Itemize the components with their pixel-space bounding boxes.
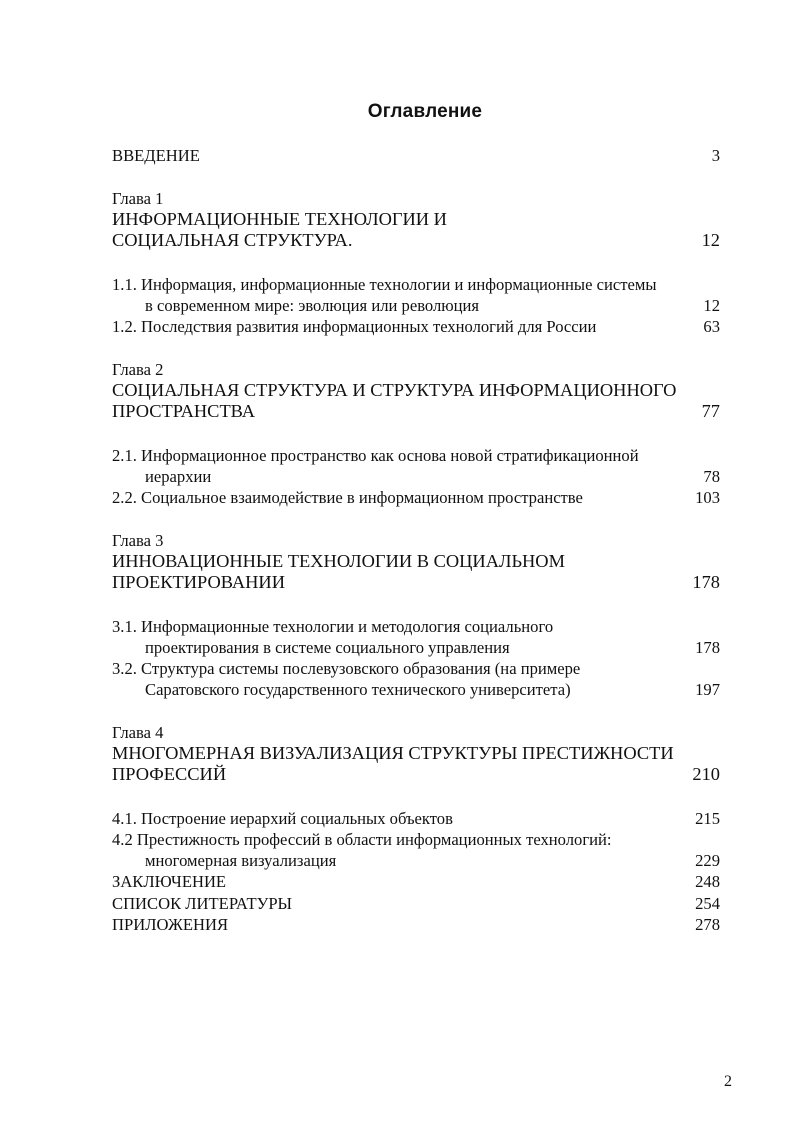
- toc-entry-text: Глава 2: [112, 360, 164, 379]
- toc-entry-text: 2.1. Информационное пространство как основа новой стратификационной: [112, 446, 639, 465]
- toc-entry-text: 3.1. Информационные технологии и методология социального: [112, 617, 554, 636]
- toc-entry-page: 77: [701, 401, 720, 421]
- toc-entry-text: СОЦИАЛЬНАЯ СТРУКТУРА И СТРУКТУРА ИНФОРМАЦИОННОГО: [112, 380, 677, 400]
- toc-entry-page: 12: [701, 230, 720, 250]
- toc-entry-text: СПИСОК ЛИТЕРАТУРЫ: [112, 894, 293, 913]
- toc-entry-text: 3.2. Структура системы послевузовского образования (на примере: [112, 659, 581, 678]
- toc-entry-page: 197: [695, 680, 720, 699]
- toc-entry-text: 1.1. Информация, информационные технологии и информационные системы: [112, 275, 657, 294]
- toc-entry-text: ИННОВАЦИОННЫЕ ТЕХНОЛОГИИ В СОЦИАЛЬНОМ: [112, 551, 565, 571]
- toc-entry-text: 2.2. Социальное взаимодействие в информационном пространстве: [112, 488, 583, 507]
- toc-entry-page: 63: [703, 317, 720, 336]
- toc-entry-page: 210: [692, 764, 720, 784]
- toc-entry-page: 248: [695, 872, 720, 891]
- toc-entry-text: многомерная визуализация: [145, 851, 337, 870]
- toc-entry-text: ВВЕДЕНИЕ: [112, 146, 200, 165]
- toc-entry-text: ПРОСТРАНСТВА: [112, 401, 256, 421]
- toc-entry-page: 278: [695, 915, 720, 934]
- toc-entry-text: ПРИЛОЖЕНИЯ: [112, 915, 229, 934]
- toc-entry-page: 103: [695, 488, 720, 507]
- toc-entry-text: 4.2 Престижность профессий в области информационных технологий:: [112, 830, 612, 849]
- toc-entry-text: Глава 4: [112, 723, 164, 742]
- toc-entry-text: проектирования в системе социального управления: [145, 638, 510, 657]
- toc-entry-page: 178: [692, 572, 720, 592]
- toc-entry-text: Глава 1: [112, 189, 164, 208]
- toc-entry-text: иерархии: [145, 467, 212, 486]
- toc-entry-text: ПРОФЕССИЙ: [112, 764, 227, 784]
- toc-entry-text: Глава 3: [112, 531, 164, 550]
- toc-entry-text: ЗАКЛЮЧЕНИЕ: [112, 872, 227, 891]
- toc-entry-page: 178: [695, 638, 720, 657]
- toc-entry-text: 1.2. Последствия развития информационных технологий для России: [112, 317, 597, 336]
- toc-entry-page: 215: [695, 809, 720, 828]
- toc-entry-text: ИНФОРМАЦИОННЫЕ ТЕХНОЛОГИИ И: [112, 209, 447, 229]
- toc-entry-page: 78: [703, 467, 720, 486]
- toc-entry-text: СОЦИАЛЬНАЯ СТРУКТУРА.: [112, 230, 353, 250]
- page-number: 2: [724, 1073, 732, 1090]
- toc-entry-text: 4.1. Построение иерархий социальных объектов: [112, 809, 453, 828]
- toc-entry-text: ПРОЕКТИРОВАНИИ: [112, 572, 285, 592]
- toc-entry-text: в современном мире: эволюция или революция: [145, 296, 480, 315]
- toc-heading: Оглавление: [367, 101, 483, 122]
- toc-entry-page: 229: [695, 851, 720, 870]
- toc-entry-text: Саратовского государственного технического университета): [145, 680, 571, 699]
- toc-entry-text: МНОГОМЕРНАЯ ВИЗУАЛИЗАЦИЯ СТРУКТУРЫ ПРЕСТИЖНОСТИ: [112, 743, 674, 763]
- toc-entry-page: 254: [695, 894, 720, 913]
- toc-entry-page: 3: [711, 146, 720, 165]
- toc-entry-page: 12: [703, 296, 720, 315]
